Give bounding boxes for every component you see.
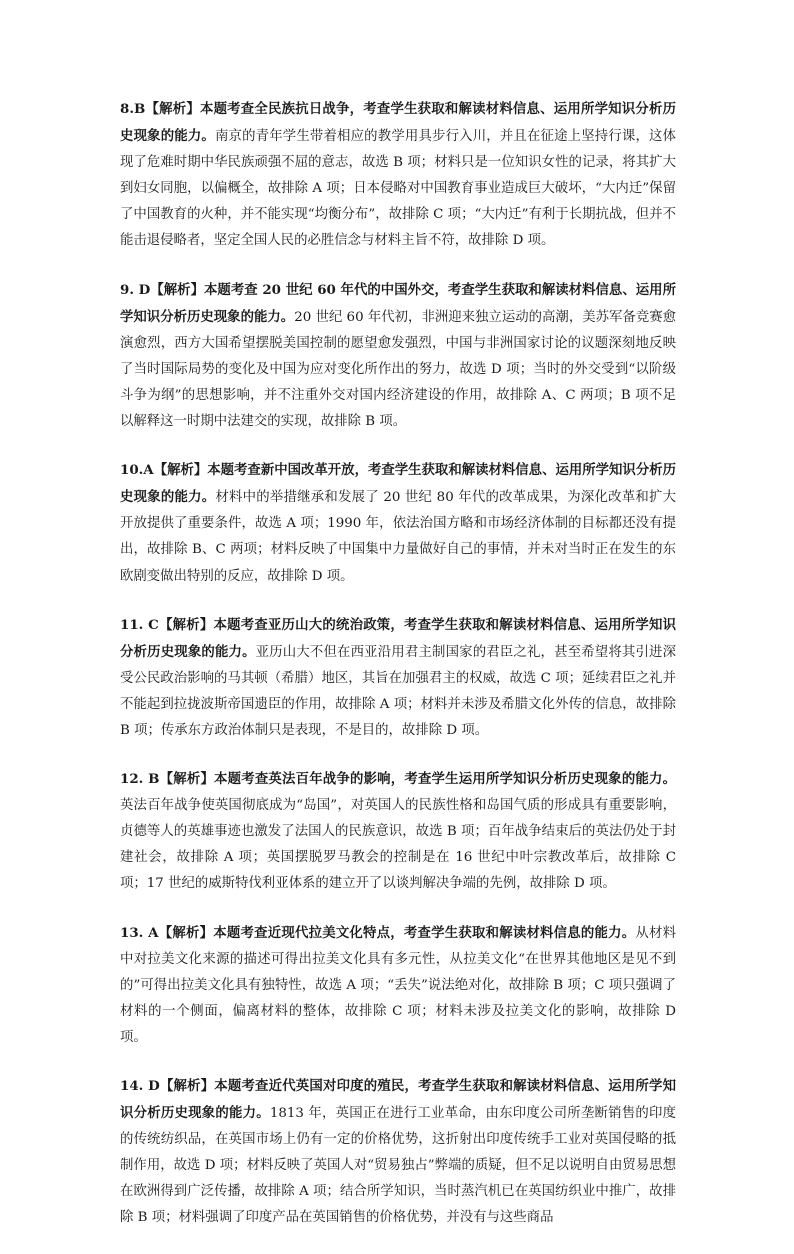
analysis-body: 1813 年，英国正在进行工业革命，由东印度公司所垄断销售的印度的传统纺织品，在英国市场上仍有一定的价格优势，这折射出印度传统手工业对英国侵略的抵制作用，故选 D 项；材料反映了英国人对“贸易独占”弊端的质疑，但不足以说明自由贸易思想在欧洲得到广泛传播，故排除 A 项；结合所学知识，当时蒸汽机已在英国纺织业中推广，故排除 B 项；材料强调了印度产品在英国销售的价格优势，并没有与这些商品 [120,1106,677,1226]
question-number: 9. D [120,281,151,298]
analysis-lead: 【解析】本题考查近代英国对印度的殖民，考查学生获取和解读材料信息、运用所学知识分析历史现象的能力。 [120,1078,676,1122]
analysis-body: 南京的青年学生带着相应的教学用具步行入川，并且在征途上坚持行课，这体现了危难时期中华民族顽强不屈的意志，故选 B 项；材料只是一位知识女性的记录，将其扩大到妇女同胞，以偏概全，故排除 A 项；日本侵略对中国教育事业造成巨大破坏，“大内迁”保留了中国教育的火种，并不能实现“均衡分布”，故排除 C 项；“大内迁”有利于长期抗战，但并不能击退侵略者，坚定全国人民的必胜信念与材料主旨不符，故排除 D 项。 [120,129,677,249]
answer-entry-8 [120,96,676,255]
answer-entry-9 [120,277,676,436]
analysis-body: 20 世纪 60 年代初，非洲迎来独立运动的高潮，美苏军备竞赛愈演愈烈，西方大国希望摆脱美国控制的愿望愈发强烈，中国与非洲国家讨论的议题深刻地反映了当时国际局势的变化及中国为应对变化所作出的努力，故选 D 项；当时的外交受到“以阶级斗争为纲”的思想影响，并不注重外交对国内经济建设的作用，故排除 A、C 两项；B 项不足以解释这一时期中法建交的实现，故排除 B 项。 [120,309,676,430]
answer-entry-14 [120,1073,676,1232]
answer-entry-10 [120,457,676,589]
question-number: 12. B [120,771,160,788]
analysis-lead: 【解析】本题考查近现代拉美文化特点，考查学生获取和解读材料信息的能力。 [158,924,636,941]
analysis-lead: 【解析】本题考查 20 世纪 60 年代的中国外交，考查学生获取和解读材料信息、运用所学知识分析历史现象的能力。 [120,281,676,325]
answer-entry-11 [120,612,676,744]
analysis-body: 材料中的举措继承和发展了 20 世纪 80 年代的改革成果，为深化改革和扩大开放提供了重要条件，故选 A 项；1990 年，依法治国方略和市场经济体制的目标都还没有提出，故排除 B、C 两项；材料反映了中国集中力量做好自己的事情，并未对当时正在发生的东欧剧变做出特别的反应，故排除 D 项。 [120,490,676,584]
document-page [120,96,676,1254]
analysis-body: 从材料中对拉美文化来源的描述可得出拉美文化具有多元性，从拉美文化“在世界其他地区是见不到的”可得出拉美文化具有独特性，故选 A 项；“丢失”说法绝对化，故排除 B 项；C 项只强调了材料的一个侧面，偏离材料的整体，故排除 C 项；材料未涉及拉美文化的影响，故排除 D 项。 [120,925,676,1045]
analysis-body: 亚历山大不但在西亚沿用君主制国家的君臣之礼，甚至希望将其引进深受公民政治影响的马其顿（希腊）地区，其旨在加强君主的权威，故选 C 项；延续君臣之礼并不能起到拉拢波斯帝国遗臣的作用，故排除 A 项；材料并未涉及希腊文化外传的信息，故排除 B 项；传承东方政治体制只是表现，不是目的，故排除 D 项。 [120,644,677,738]
question-number: 14. D [120,1078,160,1094]
analysis-body: 英法百年战争使英国彻底成为“岛国”，对英国人的民族性格和岛国气质的形成具有重要影响，贞德等人的英雄事迹也激发了法国人的民族意识，故选 B 项；百年战争结束后的英法仍处于封建社会，故排除 A 项；英国摆脱罗马教会的控制是在 16 世纪中叶宗教改革后，故排除 C 项；17 世纪的威斯特伐利亚体系的建立开了以谈判解决争端的先例，故排除 D 项。 [120,798,676,892]
analysis-lead: 【解析】本题考查全民族抗日战争，考查学生获取和解读材料信息、运用所学知识分析历史现象的能力。 [120,101,676,145]
analysis-lead: 【解析】本题考查英法百年战争的影响，考查学生运用所学知识分析历史现象的能力。 [159,771,676,788]
question-number: 10.A [120,462,154,479]
answer-entry-12 [120,766,676,897]
analysis-lead: 【解析】本题考查亚历山大的统治政策，考查学生获取和解读材料信息、运用所学知识分析历史现象的能力。 [120,616,676,660]
analysis-lead: 【解析】本题考查新中国改革开放，考查学生获取和解读材料信息、运用所学知识分析历史现象的能力。 [120,462,676,506]
question-number: 11. C [120,616,159,633]
question-number: 13. A [120,924,159,941]
answer-entry-13 [120,920,676,1051]
question-number: 8.B [120,101,146,117]
